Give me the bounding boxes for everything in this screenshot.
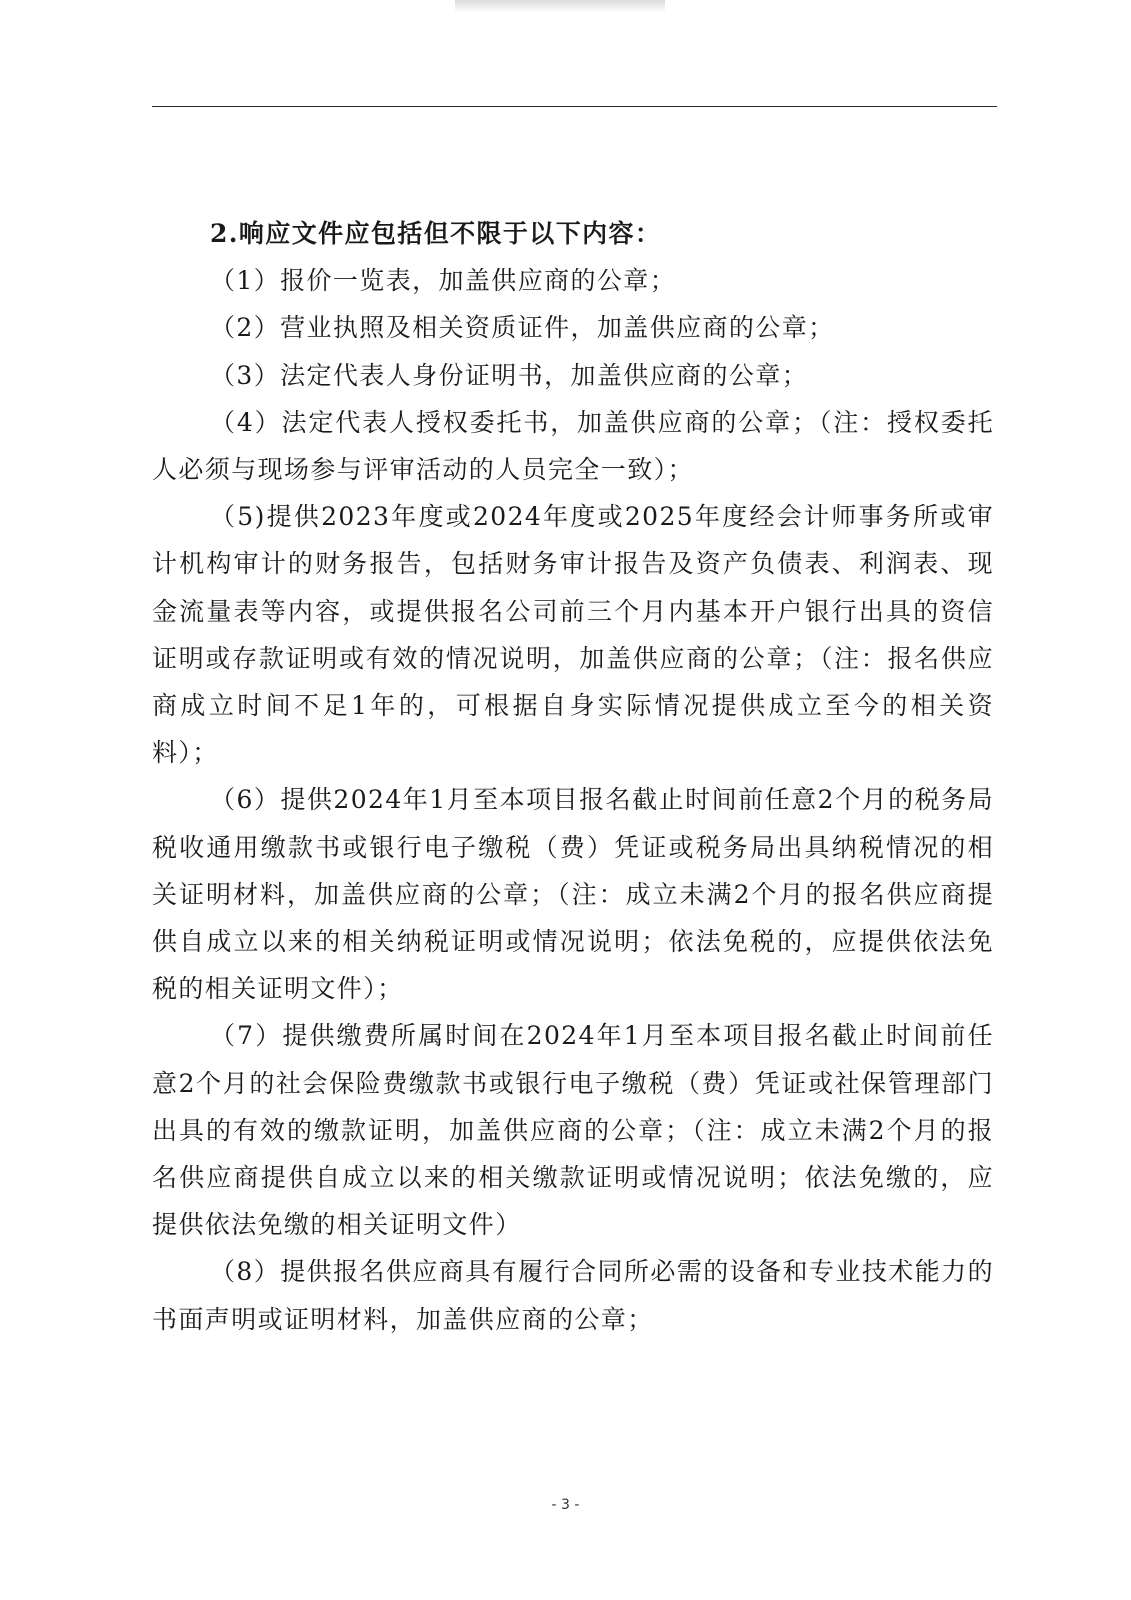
list-item-8: （8）提供报名供应商具有履行合同所必需的设备和专业技术能力的书面声明或证明材料，加盖供应商的公章； xyxy=(152,1257,994,1334)
section-heading: 2.响应文件应包括但不限于以下内容： xyxy=(210,219,662,248)
document-body xyxy=(152,210,994,1343)
scan-smudge xyxy=(455,0,665,12)
list-item-4: （4）法定代表人授权委托书，加盖供应商的公章；（注：授权委托人必须与现场参与评审活动的人员完全一致）； xyxy=(152,407,994,485)
list-item-7: （7）提供缴费所属时间在2024年1月至本项目报名截止时间前任意2个月的社会保险费缴款书或银行电子缴税（费）凭证或社保管理部门出具的有效的缴款证明，加盖供应商的公章；（注：成立未满2个月的报名供应商提供自成立以来的相关缴款证明或情况说明；依法免缴的，应提供依法免缴的相关证明文件） xyxy=(152,1021,994,1240)
list-item-2: （2）营业执照及相关资质证件，加盖供应商的公章； xyxy=(210,313,835,343)
list-item-1: （1）报价一览表，加盖供应商的公章； xyxy=(210,266,677,296)
list-item-5: （5)提供2023年度或2024年度或2025年度经会计师事务所或审计机构审计的财务报告，包括财务审计报告及资产负债表、利润表、现金流量表等内容，或提供报名公司前三个月内基本开户银行出具的资信证明或存款证明或有效的情况说明，加盖供应商的公章；（注：报名供应商成立时间不足1年的，可根据自身实际情况提供成立至今的相关资料）； xyxy=(152,502,994,768)
header-rule xyxy=(152,106,997,107)
list-item-3: （3）法定代表人身份证明书，加盖供应商的公章； xyxy=(210,360,809,390)
page-number: - 3 - xyxy=(551,1497,580,1513)
list-item-6: （6）提供2024年1月至本项目报名截止时间前任意2个月的税务局税收通用缴款书或银行电子缴税（费）凭证或税务局出具纳税情况的相关证明材料，加盖供应商的公章；（注：成立未满2个月的报名供应商提供自成立以来的相关纳税证明或情况说明；依法免税的，应提供依法免税的相关证明文件）； xyxy=(152,785,994,1004)
